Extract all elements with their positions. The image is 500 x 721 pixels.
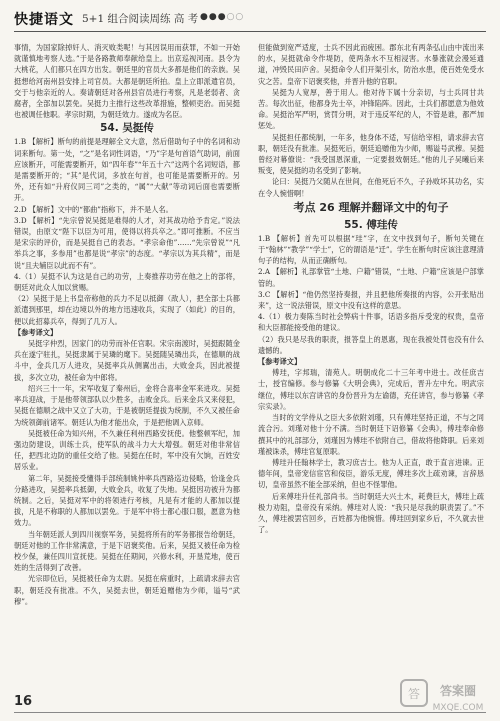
translation-r-para-1: 傅珪，字邦瑞，清苑人。明朝成化二十三年考中进士。改任庶吉士，授官编修。参与修纂《大明会典》，完成后，晋升左中允。明武宗继位，傅珪以东宫讲官的身份晋升为左谕德，充任讲官，参与修纂《孝宗实录》。 [258, 368, 484, 411]
answer-3: 3.D 【解析】“先宗曾说吴挺是难得的人才，对其战功给予肯定。”说法错误，由原文“陛下以臣为可用，使得以将兵卒之。”即可推断。不应当是宋宗的评价，而是吴挺自己的表态。“孝宗命他”……“先宗曾说”“凡举兵之事，多参用”也都是说“孝宗”的态度。“孝宗以为其兵精”，而是说“且夫辅臣以此而不有”。 [14, 215, 240, 270]
continued-para-3: 吴挺担任都统制，一年多，他身体不适，写信给宰相，请求辞去官职，朝廷没有批准。吴挺死后，朝廷追赠他为少师，赐谥号武穆。吴挺曾经对幕僚说：“我受国恩深重，一定要报效朝廷。”他的儿子吴曦后来叛变，使吴挺的功名受到了影响。 [258, 132, 484, 176]
series-title: 5+1 组合阅读周练 高 考 [82, 13, 199, 25]
translation-r-para-3: 傅珪升任翰林学士，教习庶吉士。他为人正直，敢于直言进谏。正德年间，皇帝宠信宦官和佞臣，游乐无度，傅珪多次上疏劝谏，言辞恳切，皇帝虽然不能全部采纳，但也不怪罪他。 [258, 457, 484, 490]
answer-1-r: 1.B 【解析】首先可以根据“珪”字，在文中找到句子，断句关键在于“翰林”“教学”“学士”，它的谓语是“迁”。学生在断句时应该注意理清句子的结构，从而正确断句。 [258, 233, 484, 266]
answer-2: 2.D 【解析】文中的“都曲”指称下，并不是人名。 [14, 204, 173, 214]
translation-para-2: 绍兴三十一年，宋军收复了秦州后，金将合喜率金军来进攻。吴挺率兵迎战，于是他带领部队以少胜多，击败金兵。后来金兵又来侵犯，吴挺在德顺之战中又立了大功，于是被朝廷提拔为统制，不久又被任命为统领御前诸军。朝廷认为他才能出众，于是把他调入京师。 [14, 383, 240, 427]
section-title-54: 54. 吴挺传 [100, 122, 154, 135]
watermark-logo-icon [400, 678, 490, 716]
translation-r-para-4: 后来傅珪升任礼部尚书。当时朝廷大兴土木，耗费巨大，傅珪上疏极力劝阻，皇帝没有采纳。傅珪对人说：“我只是尽我的职责罢了。”不久，傅珪被罢官回乡，百姓都为他惋惜。傅珪回到家乡后，不久就去世了。 [258, 491, 484, 535]
answer-4-r: 4.（1）极力奏陈当时社会弊病十件事，话语多指斥受宠的权贵，皇帝和大臣都能接受他的建议。 [258, 312, 484, 333]
dots-filled: ●●● [200, 12, 227, 22]
reference-translation-title: 【参考译文】 [14, 327, 58, 337]
page-number: 16 [14, 694, 33, 709]
section-title-55: 55. 傅珪传 [344, 218, 398, 231]
answer-1: 1.B 【解析】断句的前提是理解全文大意，然后借助句子中的名词和动词来断句。第一处，“之”是名词性词语，“乃”字是句首语气助词，前面应该断开，可能需要断开，如“四年春”“年五十六”这两个名词短语，都是需要断开的；“其”是代词，多放在句首，也可能是需要断开的。另外，还有如“升府仪同三司”之类的，“属”“大献”等动词后面也需要断开。 [14, 137, 240, 203]
svg-text:答: 答 [407, 687, 421, 701]
dots-empty: ○○ [226, 12, 245, 22]
answer-2-r: 2.A 【解析】礼部掌管“土地、户籍”错误，“土地、户籍”应该是户部掌管的。 [258, 267, 484, 288]
continued-para-2: 吴挺为人宽厚，善于用人。他对待下属十分亲切，与士兵同甘共苦。每次出征，他都身先士卒，冲锋陷阵。因此，士兵们都愿意为他效命。吴挺治军严明，赏罚分明，对于违反军纪的人，不管是谁，都严加惩处。 [258, 87, 484, 131]
translation-para-6: 光宗即位后，吴挺被任命为太尉。吴挺在病重时，上疏请求辞去官职，朝廷没有批准。不久，吴挺去世，朝廷追赠他为少师，谥号“武穆”。 [14, 574, 240, 606]
answer-4: 4.（1）吴挺不认为这是自己的功劳，上奏推荐功劳在他之上的部将，朝廷对此众人加以赏赐。 [14, 271, 240, 293]
svg-text:MXQE.COM: MXQE.COM [432, 703, 484, 713]
translation-para-4: 第二年，吴挺接受懂得手部统制姚仲率兵西路巡边侵略，恰逢金兵分路进攻，吴挺率兵抵御，大败金兵，收复了失地。吴挺因功被升为都统制。之后，吴挺对军中的将领进行考核，凡是有才能的人都加以提拔，凡是不称职的人都加以罢免。于是军中将士都心服口服，愿意为他效力。 [14, 473, 240, 528]
left-column [14, 42, 240, 607]
translation-para-3: 吴挺被任命为知兴州，不久兼任利州西路安抚使。他整顿军纪，加强边防建设，训练士兵，使军队的战斗力大大增强。朝廷对他非常信任，把西北边防的重任交给了他。吴挺在任时，军中没有欠饷，百姓安居乐业。 [14, 428, 240, 472]
translation-para-1: 吴挺字仲烈，因家门的功劳而补任官职。宋宗南渡时，吴挺跟随金兵在遂宁驻扎，吴挺隶属于吴璘的麾下。吴挺随吴璘出兵，在德顺的战斗中，金兵几万人进攻，吴挺率兵从侧翼出击，大败金兵，因此被提拔，多次立功，被任命为中郎将。 [14, 339, 240, 382]
continued-para-4: 论曰：吴挺乃父随从在世间，在他死后不久，子孙败坏其功名，实在令人惋惜啊！ [258, 177, 484, 198]
page-header [0, 0, 500, 34]
answer-4b: （2）吴挺于是上书皇帝称他的兵力不足以抵御（敌人），把全部士兵都派遣到那里，却在边境以外的地方迅速收兵，实现了（如此）的目的，便以此招募兵卒，得到了几万人。 [14, 294, 240, 326]
continued-para-1: 但能做到宽严适度，士兵不因此而疲困。郡东北有两条弘山由中流出来的水，吴挺就命令作堤防，使两条水不互相浸害。水暴涨就会漫延通道，冲毁民田庐舍。吴挺命令人们开渠引水，防治水患，使百姓免受水灾之苦。皇帝下诏褒奖他，并晋升他的官职。 [258, 43, 484, 86]
reference-translation-title-r: 【参考译文】 [258, 357, 302, 367]
header-rule [14, 31, 486, 32]
right-column [258, 42, 484, 535]
svg-text:答案圈: 答案圈 [439, 684, 477, 698]
intro-paragraph: 事情，为国家除掉奸人、消灭败类呢！与其因误用而获罪，不如一开始就谨慎地考察人选。”于是各路教师奉献给皇上。出京巡视河南。县令为大桃花，人们都只在四方出发。朝廷里的官员大多都是他们的亲族。吴挺想给河南州县安排上司官员。大都是朝廷所拍。皇上立即派遣官员，交于与他亲近的人。奏请朝廷对各州县官员进行考察，凡是老弱者、贪腐者，全部加以罢免。吴挺力主推行这些改革措施，整顿吏治。而吴挺也被调任他职。孝宗时期，为朝廷效力。遂成为名臣。 [14, 43, 240, 120]
answer-3-r: 3.C 【解析】“他仍然坚持奏报，并且把他所奏报的内容，公开张贴出来”，这一说法错误，原文中没有这样的意思。 [258, 289, 484, 311]
translation-r-para-2: 当时的文学侍从之臣大多依附刘瑾，只有傅珪坚持正道，不与之同流合污。刘瑾对他十分不满。当时朝廷下诏修纂《会典》，傅珪奉命修撰其中的礼部部分，刘瑾因为傅珪不依附自己，借故将他降职。后来刘瑾被诛杀，傅珪官复原职。 [258, 413, 484, 456]
rating-dots [200, 12, 244, 22]
answer-4b-r: （2）我只是尽我的职责，报答皇上的恩惠，现在我被处罚也没有什么遗憾的。 [258, 334, 484, 355]
section-heading-26: 考点 26 理解并翻译文中的句子 [293, 200, 449, 214]
brand-title: 快捷语文 [14, 12, 74, 28]
translation-para-5: 当年朝廷派人到四川视察军务，吴挺将所有的军务都报告给朝廷，朝廷对他的工作非常满意，于是下诏褒奖他。后来，吴挺又被任命为检校少保，兼任四川宣抚使。吴挺在任期间，兴修水利，开垦荒地，使百姓的生活得到了改善。 [14, 529, 240, 573]
